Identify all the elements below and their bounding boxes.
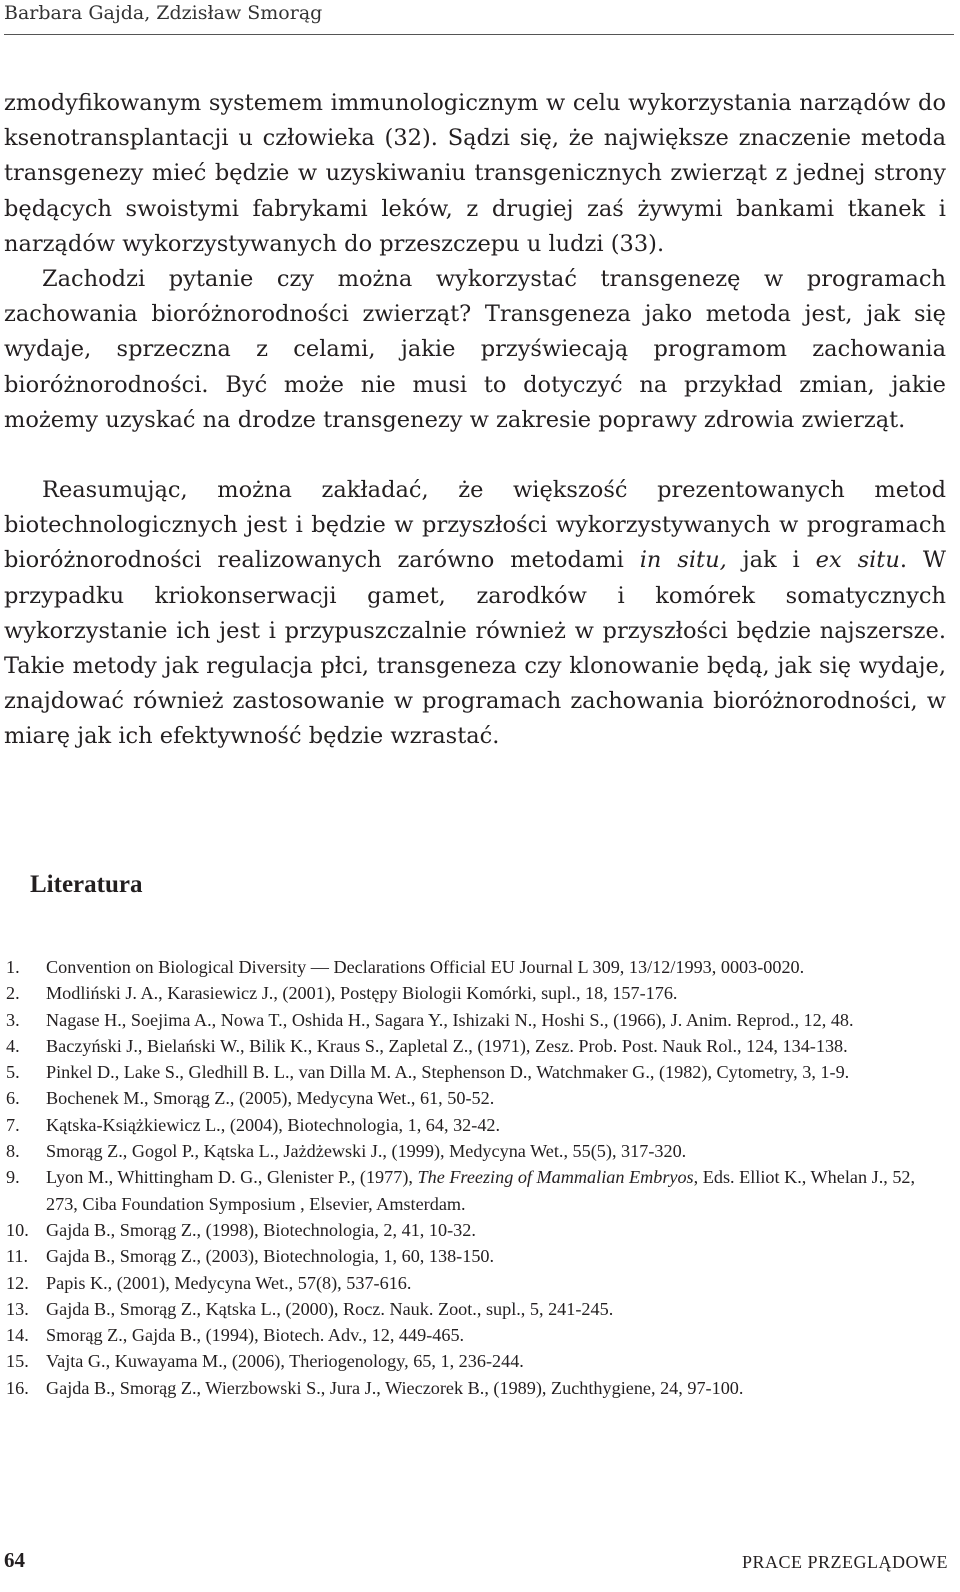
reference-item	[6, 1033, 946, 1059]
paragraph-transgenesis-question: Zachodzi pytanie czy można wykorzystać transgenezę w programach zachowania bioróżnorodności zwierząt? Transgeneza jako metoda jest, jak się wydaje, sprzeczna z celami, jakie przyświecają programom zachowania bioróżnorodności. Być może nie musi to dotyczyć na przykład zmian, jakie możemy uzyskać na drodze transgenezy w zakresie poprawy zdrowia zwierząt.	[4, 266, 946, 433]
reference-item	[6, 1059, 946, 1085]
reference-number: 15.	[6, 1351, 29, 1372]
reference-text: Vajta G., Kuwayama M., (2006), Theriogenology, 65, 1, 236-244.	[46, 1351, 524, 1372]
reference-number: 10.	[6, 1219, 29, 1240]
reference-text: Kątska-Książkiewicz L., (2004), Biotechnologia, 1, 64, 32-42.	[46, 1114, 501, 1135]
reference-text: Gajda B., Smorąg Z., Wierzbowski S., Jura J., Wieczorek B., (1989), Zuchthygiene, 24, 97-100.	[46, 1377, 744, 1398]
reference-number: 7.	[6, 1114, 20, 1135]
reference-item	[6, 1375, 946, 1401]
reference-item	[6, 1296, 946, 1322]
reference-item	[6, 1138, 946, 1164]
reference-number: 1.	[6, 957, 20, 977]
reference-item	[6, 1322, 946, 1348]
section-label: PRACE PRZEGLĄDOWE	[742, 1552, 948, 1572]
reference-number: 6.	[6, 1088, 20, 1109]
reference-item	[6, 1217, 946, 1243]
reference-number: 4.	[6, 1035, 20, 1056]
reference-item	[6, 980, 946, 1006]
summary-part1: Reasumując, można zakładać, że większość prezentowanych metod biotechnologicznych jest i będzie w przyszłości wykorzystywanych w programach bioróżnorodności realizowanych zarówno metodami	[4, 477, 946, 574]
reference-text: Gajda B., Smorąg Z., (2003), Biotechnologia, 1, 60, 138-150.	[46, 1246, 495, 1267]
reference-number: 11.	[6, 1246, 29, 1267]
reference-book-title: The Freezing of Mammalian Embryos	[417, 1167, 694, 1188]
body-text	[4, 86, 946, 755]
summary-ex-situ: ex situ	[815, 547, 900, 574]
reference-item	[6, 1270, 946, 1296]
reference-text: Nagase H., Soejima A., Nowa T., Oshida H., Sagara Y., Ishizaki N., Hoshi S., (1966), J. Anim. Reprod., 12, 48.	[46, 1009, 854, 1030]
reference-text-before: Lyon M., Whittingham D. G., Glenister P., (1977),	[46, 1167, 418, 1188]
reference-number: 16.	[6, 1377, 29, 1398]
reference-item	[6, 1085, 946, 1111]
reference-text-after: , Eds. Elliot K., Whelan J., 52, 273, Ciba Foundation Symposium , Elsevier, Amsterdam.	[46, 1167, 916, 1214]
reference-item	[6, 954, 946, 980]
summary-in-situ: in situ,	[639, 547, 727, 574]
reference-text: Pinkel D., Lake S., Gledhill B. L., van Dilla M. A., Stephenson D., Watchmaker G., (1982), Cytometry, 3, 1-9.	[46, 1062, 850, 1083]
reference-number: 3.	[6, 1009, 20, 1030]
reference-item	[6, 1164, 946, 1217]
reference-text: Gajda B., Smorąg Z., (1998), Biotechnologia, 2, 41, 10-32.	[46, 1219, 476, 1240]
reference-number: 13.	[6, 1298, 29, 1319]
reference-number: 8.	[6, 1141, 20, 1162]
reference-number: 5.	[6, 1062, 20, 1083]
reference-list	[6, 954, 946, 1401]
summary-part3: . W przypadku kriokonserwacji gamet, zarodków i komórek somatycznych wykorzystanie ich jest i przypuszczalnie również w przyszłości będzie najszersze. Takie metody jak regulacja płci, transgeneza czy klonowanie będą, jak się wydaje, znajdować również zastosowanie w programach zachowania bioróżnorodności, w miarę jak ich efektywność będzie wzrastać.	[4, 547, 947, 750]
reference-item	[6, 1007, 946, 1033]
reference-number: 2.	[6, 983, 20, 1004]
reference-text: Baczyński J., Bielański W., Bilik K., Kraus S., Zapletal Z., (1971), Zesz. Prob. Post. Nauk Rol., 124, 134-138.	[46, 1035, 848, 1056]
reference-item	[6, 1243, 946, 1269]
reference-text: Papis K., (2001), Medycyna Wet., 57(8), 537-616.	[46, 1272, 412, 1293]
reference-text: Bochenek M., Smorąg Z., (2005), Medycyna Wet., 61, 50-52.	[46, 1088, 495, 1109]
reference-number: 14.	[6, 1325, 29, 1346]
reference-number: 12.	[6, 1272, 29, 1293]
paragraph-continued: zmodyfikowanym systemem immunologicznym w celu wykorzystania narządów do ksenotransplantacji u człowieka (32). Sądzi się, że największe znaczenie metoda transgenezy mieć będzie w uzyskiwaniu transgenicznych zwierząt z jednej strony będących swoistymi fabrykami leków, z drugiej zaś żywymi bankami tkanek i narządów wykorzystywanych do przeszczepu u ludzi (33).	[4, 90, 946, 257]
header-rule	[4, 34, 954, 35]
reference-text: Smorąg Z., Gogol P., Kątska L., Jażdżewski J., (1999), Medycyna Wet., 55(5), 317-320.	[46, 1141, 687, 1162]
reference-text: Convention on Biological Diversity — Declarations Official EU Journal L 309, 13/12/1993, 0003-0020.	[46, 957, 805, 977]
reference-text: Modliński J. A., Karasiewicz J., (2001), Postępy Biologii Komórki, supl., 18, 157-176.	[46, 983, 678, 1004]
reference-item	[6, 1348, 946, 1374]
page-number: 64	[4, 1548, 25, 1572]
reference-text: Gajda B., Smorąg Z., Kątska L., (2000), Rocz. Nauk. Zoot., supl., 5, 241-245.	[46, 1298, 614, 1319]
reference-item	[6, 1112, 946, 1138]
reference-text: Smorąg Z., Gajda B., (1994), Biotech. Adv., 12, 449-465.	[46, 1325, 465, 1346]
reference-number: 9.	[6, 1167, 20, 1188]
summary-part2: jak i	[742, 547, 800, 574]
running-head: Barbara Gajda, Zdzisław Smorąg	[4, 2, 323, 24]
paragraph-summary	[4, 473, 946, 755]
literature-heading: Literatura	[30, 871, 143, 898]
